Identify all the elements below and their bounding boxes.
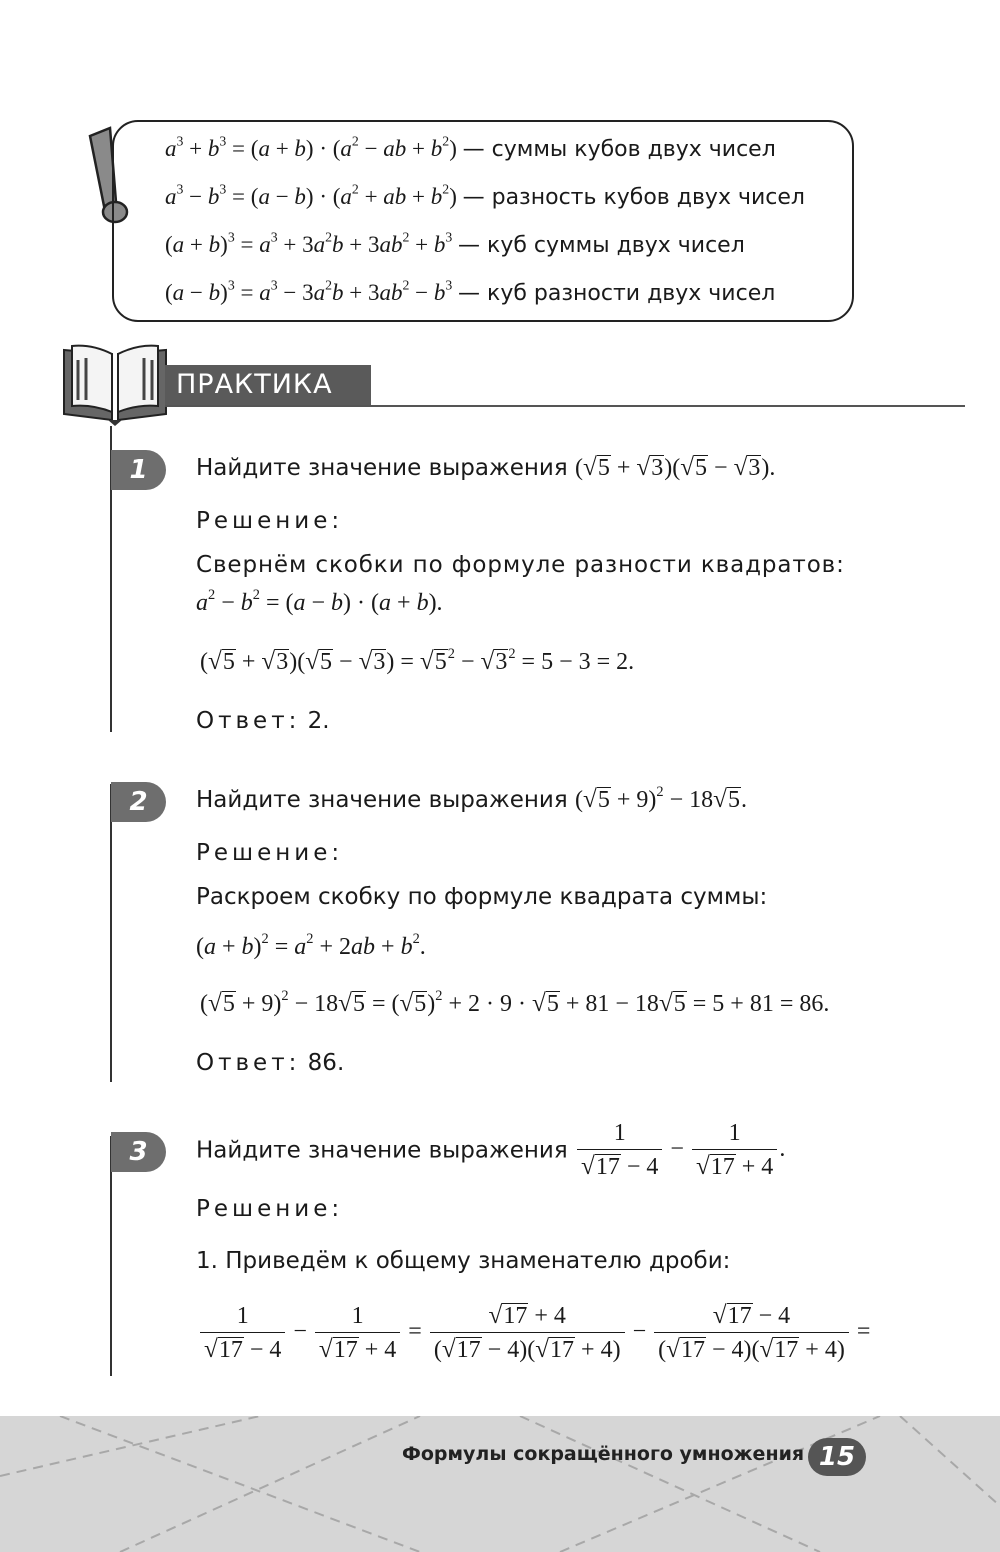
problem-3-step1: 1. Приведём к общему знаменателю дроби:: [196, 1248, 731, 1274]
problem-2-rule: [110, 784, 112, 1082]
formula-desc: — суммы кубов двух чисел: [462, 137, 776, 162]
formula-diff-of-cubes: $a^3 - b^3 = (a - b) \cdot (a^2$ + ab + $b^2$) — разность кубов двух чисел: [165, 181, 805, 210]
problem-2-formula: $(a + b)^2 = a^2 + 2ab + b^2$.: [196, 931, 426, 960]
formula-sum-of-cubes: $a^3 + b^3 = (a + b) \cdot (a^2$ − ab + $b^2$) — суммы кубов двух чисел: [165, 133, 776, 162]
footer-decoration: [0, 1416, 1000, 1552]
problem-3-calc: $\frac{1}{√17 - 4}$ − $\frac{1}{√17 + 4}$ = $\frac{√17 + 4}{(√17 - 4)(√17 + 4)}$ − $\frac{√17 - 4}{(√17 - 4)(√17 + 4)}$ =: [198, 1302, 870, 1364]
problem-2-answer: Ответ: 86.: [196, 1050, 345, 1076]
problem-2-solution-label: Решение:: [196, 840, 344, 866]
formula-cube-of-diff: $(a - b)^3 = a^3 - 3a^2b + 3ab^2 - b^3$ — куб разности двух чисел: [165, 277, 776, 306]
formula-desc: — разность кубов двух чисел: [462, 185, 805, 210]
problem-2-calc: $(√5 + 9)^2 - 18√5 = (√5)^2 + 2 \cdot 9 \cdot √5 + 81 - 18√5 = 5 + 81 = 86$.: [200, 988, 830, 1017]
section-rule: [165, 405, 965, 407]
formula-desc: — куб разности двух чисел: [458, 281, 776, 306]
problem-1-step1: Свернём скобки по формуле разности квадратов:: [196, 552, 845, 578]
problem-2-prompt: Найдите значение выражения $(√5 + 9)^2 - 18√5$.: [196, 784, 747, 813]
problem-1-answer: Ответ: 2.: [196, 708, 330, 734]
page-footer: [0, 1416, 1000, 1552]
problem-3-prompt: Найдите значение выражения $\frac{1}{√17 - 4}$ − $\frac{1}{√17 + 4}$ .: [196, 1120, 786, 1180]
problem-2-number: 2: [111, 782, 166, 822]
open-book-icon: [60, 342, 170, 426]
footer-title: Формулы сокращённого умножения: [402, 1443, 805, 1465]
formula-cube-of-sum: $(a + b)^3 = a^3 + 3a^2b + 3ab^2 + b^3$ — куб суммы двух чисел: [165, 229, 745, 258]
formula-desc: — куб суммы двух чисел: [458, 233, 745, 258]
problem-3-rule: [110, 1136, 112, 1376]
problem-1-calc: $(√5 + √3)(√5 - √3) = √5^2 - √3^2 = 5 - 3 = 2$.: [200, 646, 635, 675]
problem-2-step1: Раскроем скобку по формуле квадрата суммы:: [196, 884, 768, 910]
problem-1-formula: $a^2 - b^2 = (a - b) \cdot (a + b)$.: [196, 587, 443, 616]
section-title: ПРАКТИКА: [176, 369, 333, 400]
problem-1-solution-label: Решение:: [196, 508, 344, 534]
page-number: 15: [808, 1438, 866, 1476]
problem-3-number: 3: [111, 1132, 166, 1172]
problem-1-number: 1: [111, 450, 166, 490]
problem-1-prompt: Найдите значение выражения (√5 + √3)(√5 − √3).: [196, 454, 776, 481]
problem-3-solution-label: Решение:: [196, 1196, 344, 1222]
